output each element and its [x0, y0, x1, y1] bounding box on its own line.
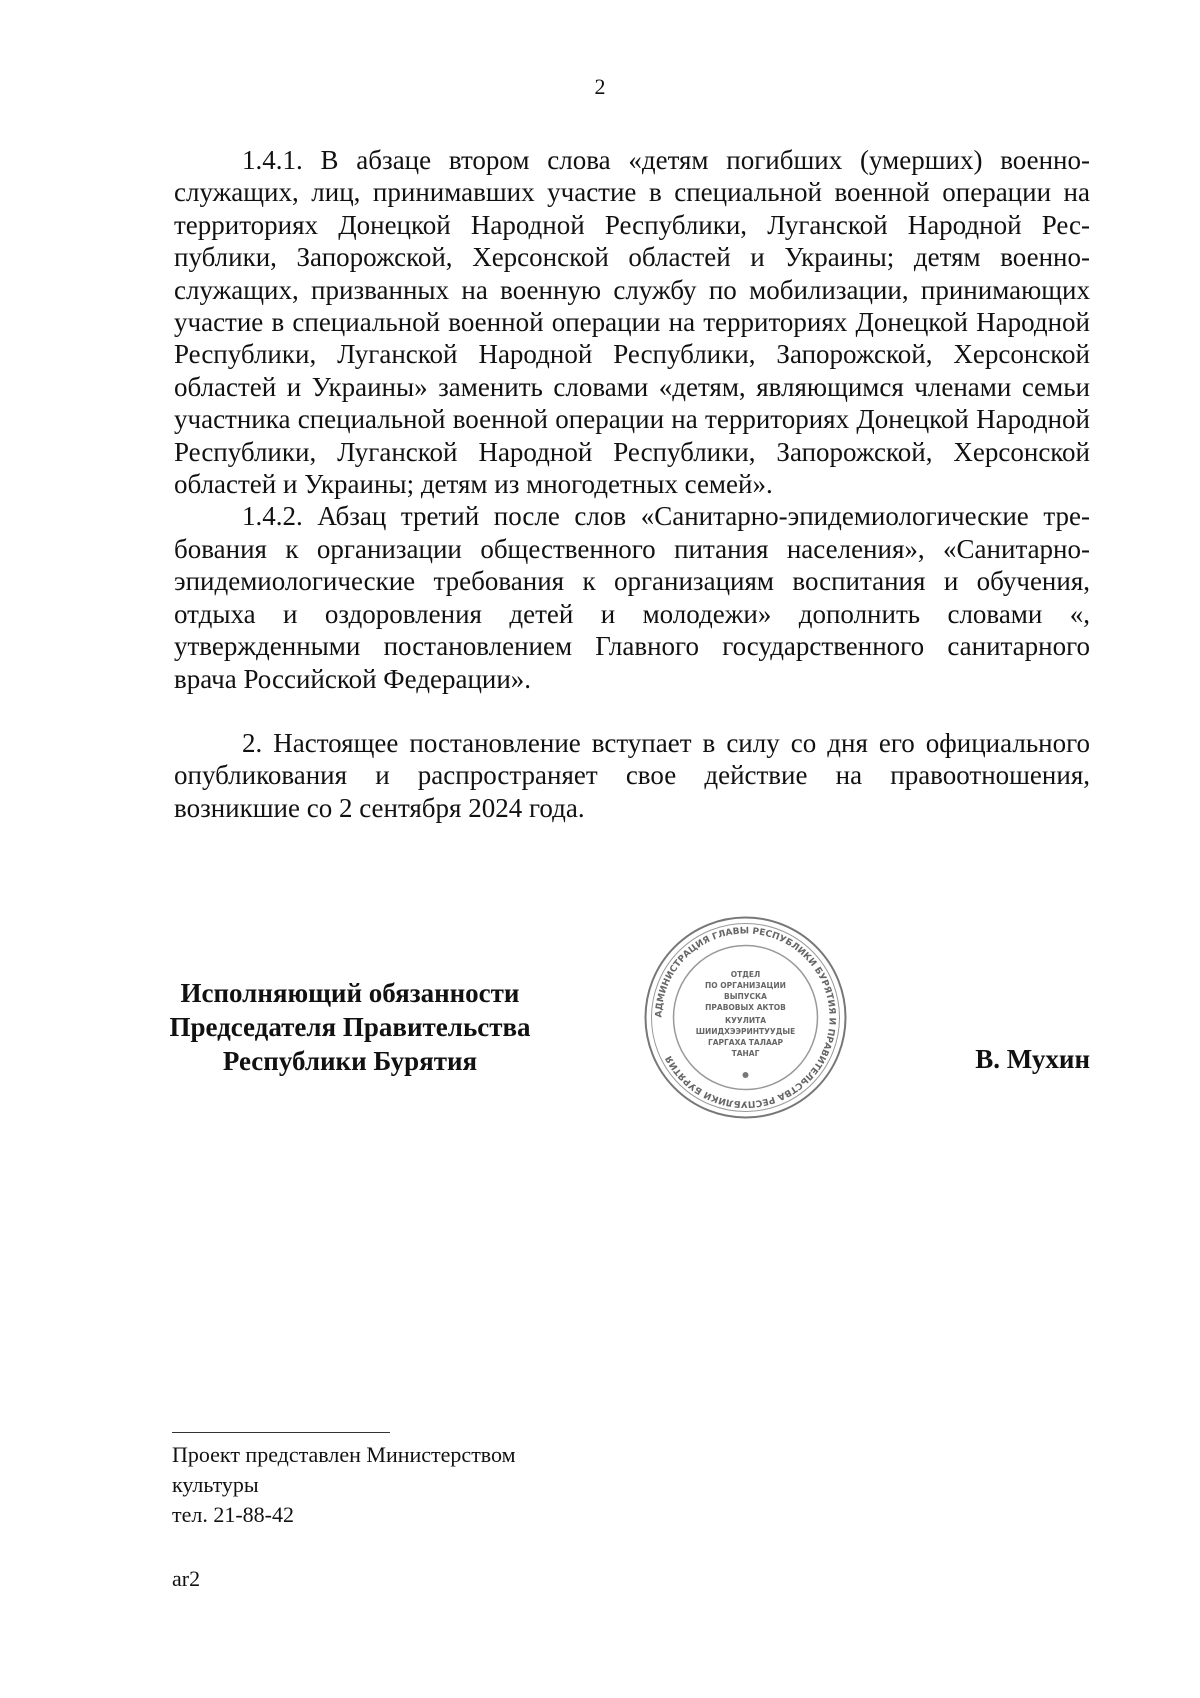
footnote-divider [172, 1432, 390, 1433]
paragraph-2: 2. Настоящее постановление вступает в силу со дня его официального опубликования и распространяет свое действие на правоотношения, возникшие со 2 сентября 2024 года. [174, 727, 1090, 823]
seal-inner-line: КУУЛИТА [724, 1016, 767, 1025]
seal-inner-line: ПРАВОВЫХ АКТОВ [705, 1003, 786, 1012]
footnote [172, 1440, 516, 1530]
signatory-title-line: Председателя Правительства [169, 1012, 531, 1042]
seal-inner-line: ОТДЕЛ [730, 970, 761, 979]
seal-outer-text: АДМИНИСТРАЦИЯ ГЛАВЫ РЕСПУБЛИКИ БУРЯТИЯ И ПРАВИТЕЛЬСТВА РЕСПУБЛИКИ БУРЯТИЯ [654, 926, 837, 1109]
seal-inner-line: ГАРГАХА ТАЛААР [707, 1038, 784, 1047]
signatory-title-line: Республики Бурятия [222, 1046, 478, 1076]
signatory-title-line: Исполняющий обязанности [180, 978, 520, 1008]
seal-inner-line: ВЫПУСКА [724, 992, 767, 1001]
signatory-name: В. Мухин [975, 1044, 1090, 1074]
official-seal [643, 915, 848, 1120]
footnote-line: Проект представлен Министерством [172, 1442, 516, 1467]
footnote-line: культуры [172, 1472, 259, 1497]
signatory-title [150, 976, 550, 1078]
paragraph-1-4-2: 1.4.2. Абзац третий после слов «Санитарно-эпидемиологические требования к организации общественного питания населения», «Санитарно-эпидемиологические требования к организациям воспитания и обучения, отдыха и оздоровления детей и молодежи» дополнить словами «, утвержденными постановлением Главного государственного санитарного врача Российской Федерации». [174, 501, 1090, 694]
document-body [174, 144, 1090, 824]
seal-inner-line: ШИИДХЭЭРИНТУУДЫЕ [695, 1027, 796, 1036]
seal-center-mark [743, 1072, 749, 1078]
footnote-line: тел. 21-88-42 [172, 1502, 295, 1527]
seal-inner-line: ПО ОРГАНИЗАЦИИ [705, 981, 786, 990]
document-code: ar2 [172, 1566, 201, 1591]
seal-inner-line: ТАНАГ [731, 1049, 760, 1058]
page-number: 2 [594, 74, 606, 99]
paragraph-1-4-1: 1.4.1. В абзаце втором слова «детям погибших (умерших) военнослужащих, лиц, принимавших участие в специальной военной операции на территориях Донецкой Народной Республики, Луганской Народной Республики, Запорожской, Херсонской областей и Украины; детям военнослужащих, призванных на военную службу по мобилизации, принимающих участие в специальной военной операции на территориях Донецкой Народной Республики, Луганской Народной Республики, Запорожской, Херсонской областей и Украины» заменить словами «детям, являющимся членами семьи участника специальной военной операции на территориях Донецкой Народной Республики, Луганской Народной Республики, Запорожской, Херсонской областей и Украины; детям из многодетных семей». [174, 145, 1090, 500]
